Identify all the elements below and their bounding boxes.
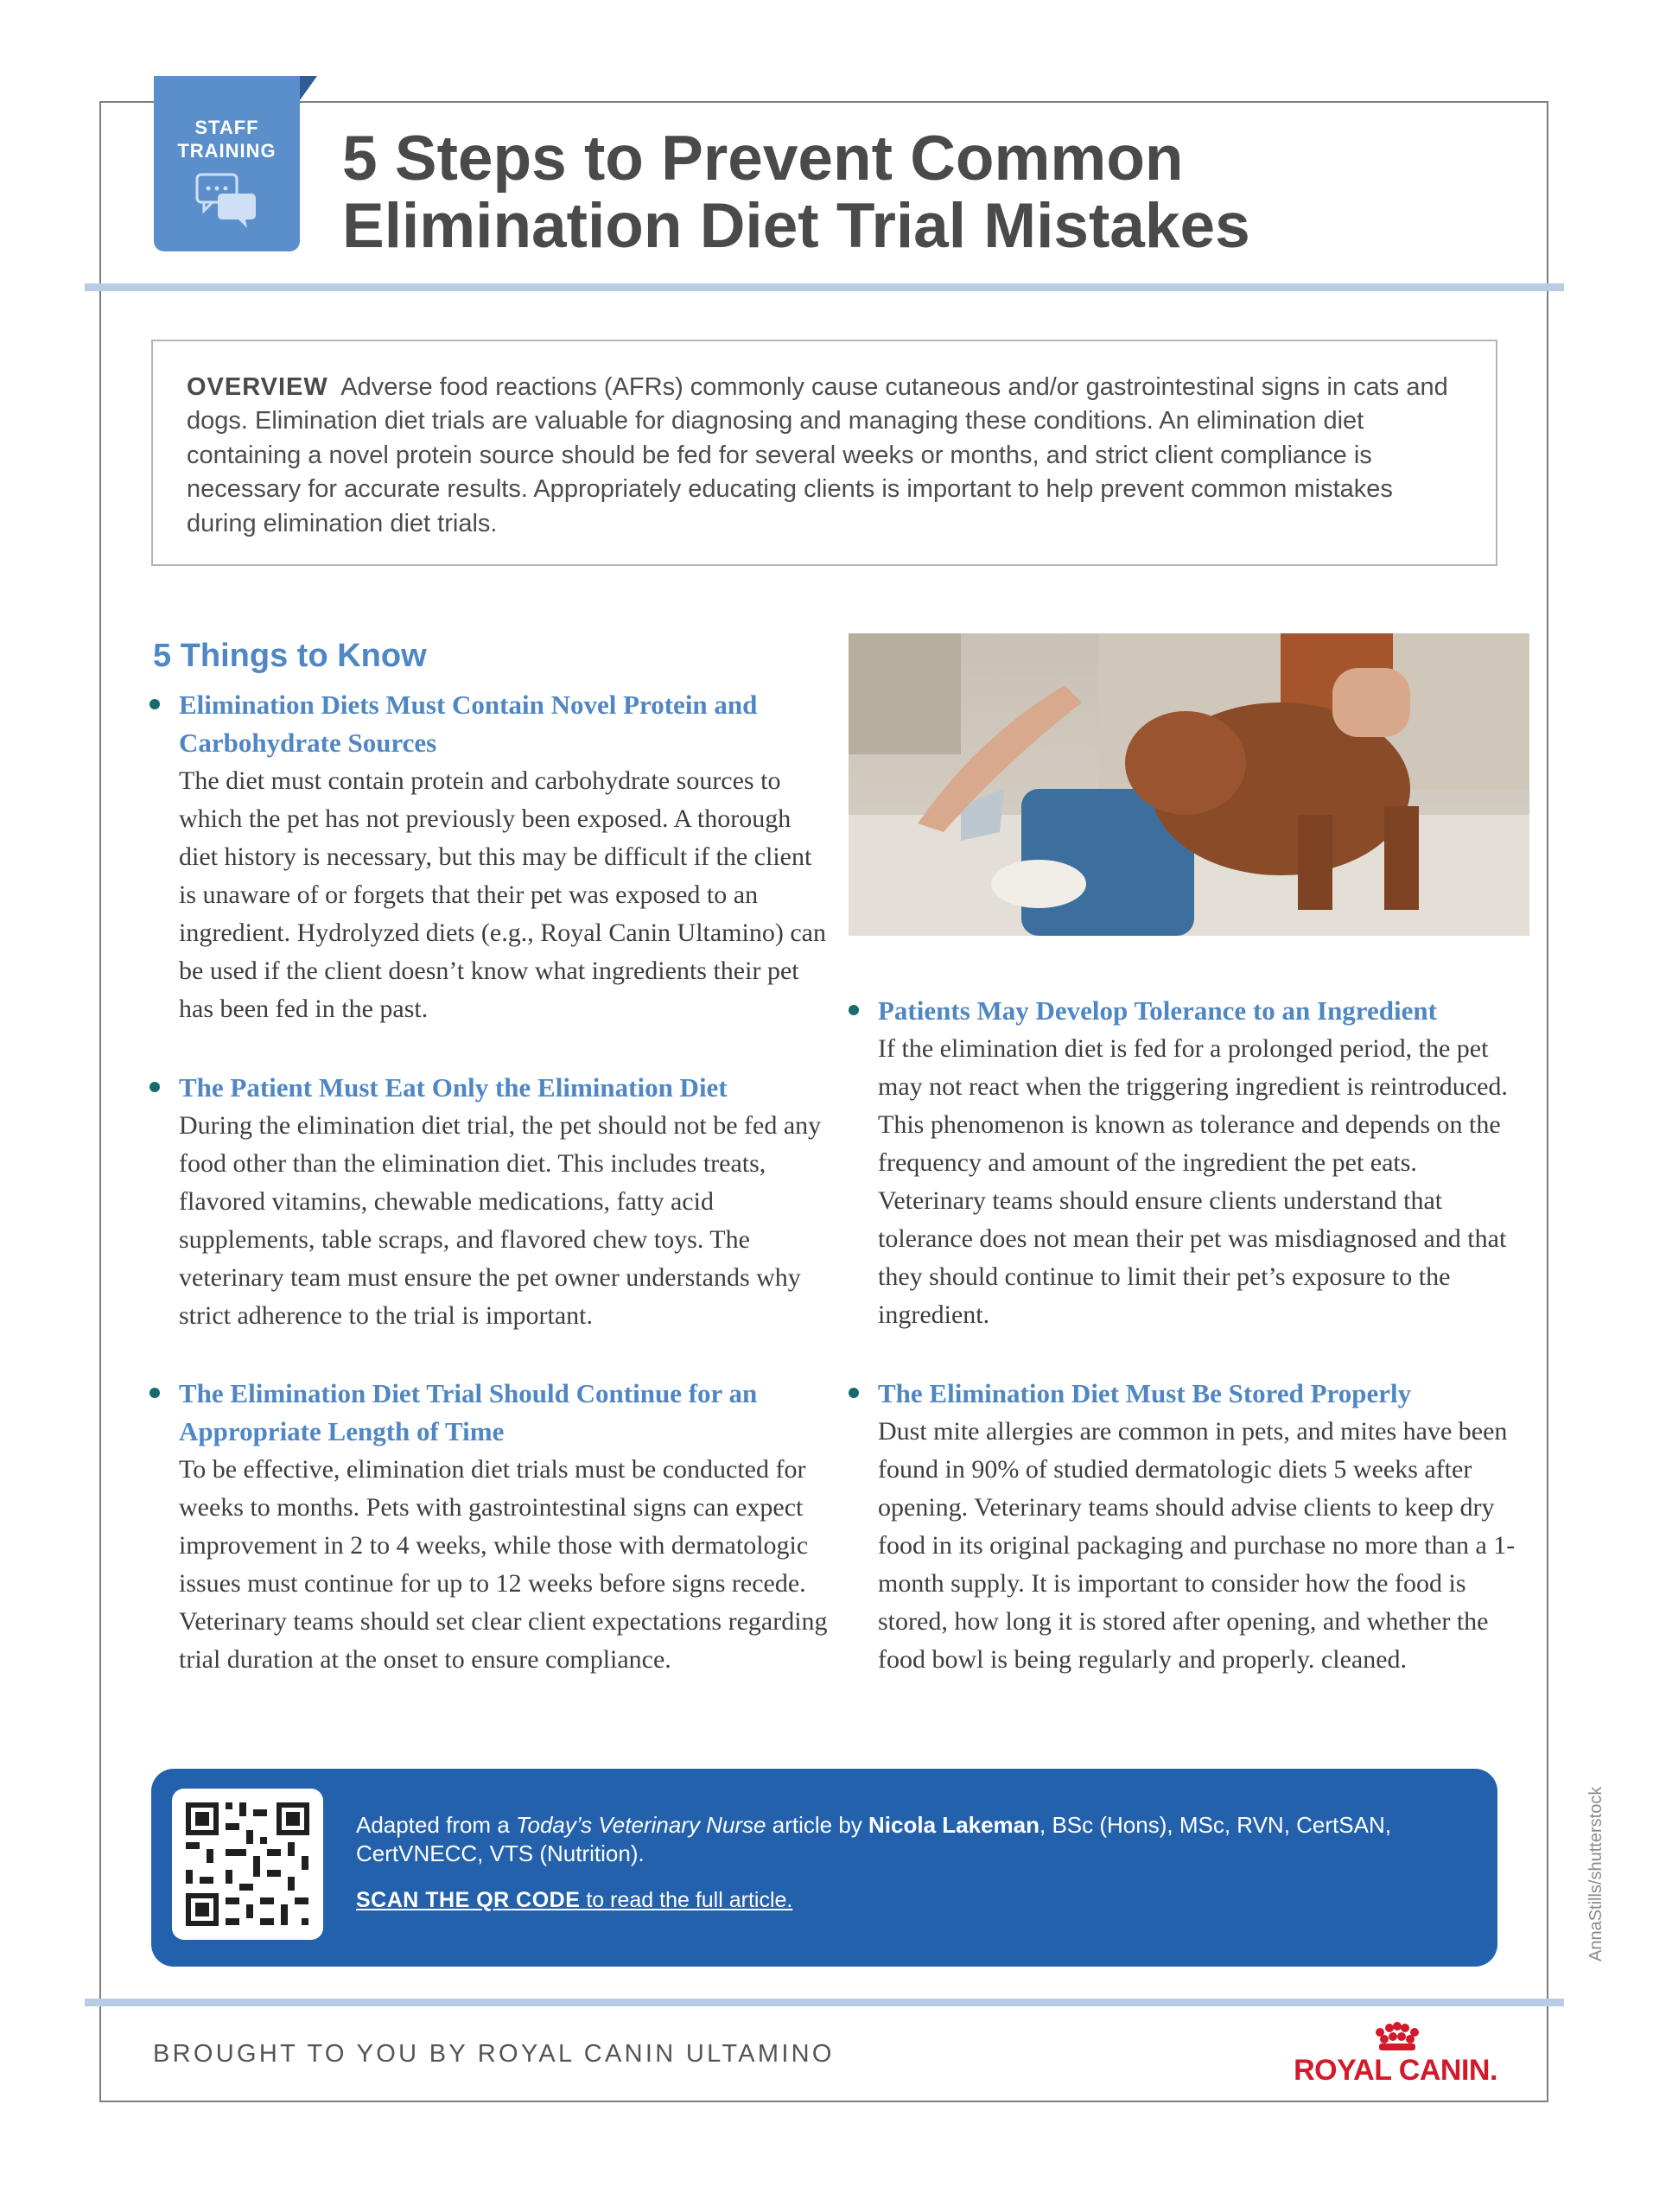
sponsor-text: BROUGHT TO YOU BY ROYAL CANIN ULTAMINO bbox=[153, 2040, 835, 2068]
scan-qr-link[interactable] bbox=[356, 1888, 792, 1913]
item-heading: The Patient Must Eat Only the Elimination Diet bbox=[179, 1072, 728, 1103]
title-line-1: 5 Steps to Prevent Common bbox=[342, 124, 1184, 194]
author-name: Nicola Lakeman bbox=[868, 1812, 1040, 1838]
royal-canin-logo bbox=[1279, 2022, 1512, 2091]
item-body: If the elimination diet is fed for a prolonged period, the pet may not react when the triggering ingredient is reintroduced. This phenomenon is known as tolerance and depends on the frequency and amount of the ingredient the pet eats. Veterinary teams should ensure clients understand that tolerance does not mean their pet was misdiagnosed and that they should continue to limit their pet’s exposure to the ingredient. bbox=[878, 1034, 1508, 1329]
overview-body: Adverse food reactions (AFRs) commonly cause cutaneous and/or gastrointestinal signs in cats and dogs. Elimination diet trials are valuable for diagnosing and managing these conditions. An elimination diet containing a novel protein source should be fed for several weeks or months, and strict client compliance is necessary for accurate results. Appropriately educating clients is important to help prevent common mistakes during elimination diet trials. bbox=[187, 373, 1448, 537]
badge-label: STAFF TRAINING bbox=[177, 117, 277, 162]
scan-rest: to read the full article. bbox=[580, 1888, 793, 1912]
list-item bbox=[179, 1375, 831, 1679]
dog-eating-photo bbox=[849, 633, 1529, 936]
bullet-icon bbox=[149, 1082, 160, 1092]
title-line-2: Elimination Diet Trial Mistakes bbox=[342, 191, 1250, 261]
item-body: To be effective, elimination diet trials must be conducted for weeks to months. Pets with gastrointestinal signs can expect improvement in 2 to 4 weeks, while those with dermatologic issues must continue for up to 12 weeks before signs recede. Veterinary teams should set clear client expectations regarding trial duration at the onset to ensure compliance. bbox=[179, 1455, 828, 1674]
credit-prefix: Adapted from a bbox=[356, 1812, 516, 1838]
page-title bbox=[342, 125, 1465, 260]
scan-label: SCAN THE QR CODE bbox=[356, 1888, 581, 1912]
badge-fold bbox=[300, 76, 317, 100]
item-heading: Elimination Diets Must Contain Novel Protein and Carbohydrate Sources bbox=[179, 690, 758, 758]
overview-text bbox=[187, 371, 1465, 541]
item-body: During the elimination diet trial, the pet should not be fed any food other than the elimination diet. This includes treats, flavored vitamins, chewable medications, fatty acid supplements, table scraps, and flavored chew toys. The veterinary team must ensure the pet owner understands why strict adherence to the trial is important. bbox=[179, 1111, 822, 1330]
list-item bbox=[878, 1375, 1530, 1679]
staff-training-badge bbox=[154, 76, 300, 251]
header-rule bbox=[85, 283, 1564, 291]
credit-middle: article by bbox=[766, 1812, 869, 1838]
photo-credit: AnnaStills/shutterstock bbox=[1586, 1786, 1605, 1961]
list-item bbox=[878, 992, 1530, 1334]
footer-rule bbox=[85, 1999, 1564, 2006]
publication-name: Today’s Veterinary Nurse bbox=[516, 1812, 766, 1838]
item-heading: The Elimination Diet Trial Should Continue for an Appropriate Length of Time bbox=[179, 1378, 758, 1446]
qr-code[interactable] bbox=[172, 1789, 323, 1940]
item-body: The diet must contain protein and carbohydrate sources to which the pet has not previously been exposed. A thorough diet history is necessary, but this may be difficult if the client is unaware of or forgets that their pet was exposed to an ingredient. Hydrolyzed diets (e.g., Royal Canin Ultamino) can be used if the client doesn’t know what ingredients their pet has been fed in the past. bbox=[179, 766, 826, 1023]
credit-text bbox=[356, 1811, 1471, 1868]
overview-label: OVERVIEW bbox=[187, 373, 328, 401]
bullet-icon bbox=[849, 1388, 859, 1398]
bullet-icon bbox=[849, 1005, 859, 1015]
crown-icon bbox=[1374, 2022, 1421, 2053]
list-item bbox=[179, 686, 831, 1028]
logo-wordmark: ROYAL CANIN. bbox=[1294, 2054, 1497, 2087]
item-body: Dust mite allergies are common in pets, and mites have been found in 90% of studied dermatologic diets 5 weeks after opening. Veterinary teams should advise clients to keep dry food in its original packaging and purchase no more than a 1-month supply. It is important to consider how the food is stored, how long it is stored after opening, and whether the food bowl is being regularly and properly. cleaned. bbox=[878, 1417, 1516, 1674]
item-heading: Patients May Develop Tolerance to an Ingredient bbox=[878, 995, 1437, 1026]
bullet-icon bbox=[149, 1388, 160, 1398]
chat-bubbles-icon bbox=[195, 173, 259, 230]
list-item bbox=[179, 1069, 831, 1335]
things-heading: 5 Things to Know bbox=[153, 638, 427, 674]
author-credentials: , BSc (Hons), MSc, RVN, CertSAN, CertVNECC, VTS (Nutrition). bbox=[356, 1812, 1391, 1866]
item-heading: The Elimination Diet Must Be Stored Properly bbox=[878, 1378, 1412, 1408]
bullet-icon bbox=[149, 699, 160, 709]
